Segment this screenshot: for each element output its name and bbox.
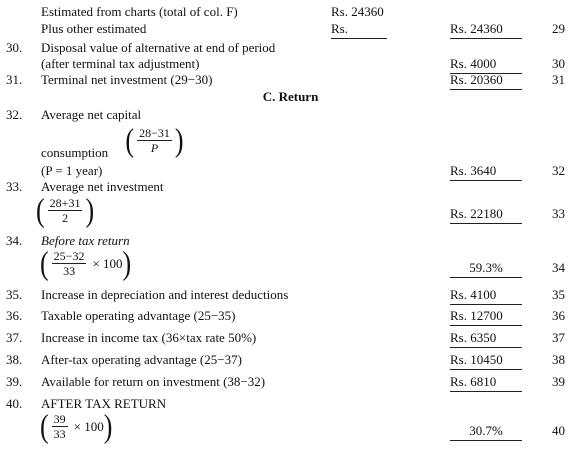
denominator: 2 — [62, 211, 69, 225]
ref-number: 40 — [552, 423, 565, 438]
row-text: Increase in income tax (36×tax rate 50%) — [41, 330, 257, 345]
row-text: Before tax return — [41, 233, 130, 248]
amount: Rs. 4100 — [450, 287, 522, 305]
row-number: 36. — [6, 308, 23, 323]
row-number: 35. — [6, 287, 23, 302]
amount: Rs. 22180 — [450, 206, 522, 224]
mid-amount: Rs. — [331, 21, 387, 39]
row-number: 32. — [6, 107, 23, 122]
amount: Rs. 3640 — [450, 163, 522, 181]
row-text: Disposal value of alternative at end of period — [41, 40, 276, 55]
section-heading: C. Return — [262, 89, 319, 104]
fraction-body — [48, 196, 83, 225]
fraction-body — [52, 249, 87, 278]
formula — [40, 244, 132, 281]
ref-number: 32 — [552, 163, 565, 178]
multiplier: × 100 — [73, 418, 104, 434]
open-paren: ( — [40, 244, 49, 281]
numerator: 25−32 — [53, 249, 85, 263]
ref-number: 33 — [552, 206, 565, 221]
amount: Rs. 12700 — [450, 308, 522, 326]
multiplier: × 100 — [92, 255, 123, 271]
fraction — [125, 121, 184, 158]
row-text: Available for return on investment (38−32) — [41, 374, 266, 389]
row-text: Average net investment — [41, 179, 164, 194]
close-paren: ) — [174, 121, 184, 158]
row-number: 37. — [6, 330, 23, 345]
denominator: 33 — [53, 427, 66, 441]
fraction — [40, 244, 132, 281]
amount: Rs. 24360 — [450, 21, 522, 39]
row-text: Plus other estimated — [41, 21, 147, 36]
row-number: 30. — [6, 40, 23, 55]
amount: Rs. 10450 — [450, 352, 522, 370]
row-number: 38. — [6, 352, 23, 367]
fraction-body — [52, 412, 68, 441]
row-text: Estimated from charts (total of col. F) — [41, 4, 238, 19]
row-number: 33. — [6, 179, 23, 194]
open-paren: ( — [125, 121, 135, 158]
ref-number: 35 — [552, 287, 565, 302]
ref-number: 30 — [552, 56, 565, 71]
amount: Rs. 6810 — [450, 374, 522, 392]
row-text: consumption — [41, 144, 109, 160]
row-number: 31. — [6, 72, 23, 87]
row-text: (P = 1 year) — [41, 163, 103, 178]
row-text: Average net capital — [41, 107, 142, 122]
denominator: 33 — [63, 264, 76, 278]
formula — [41, 121, 184, 160]
row-number: 34. — [6, 233, 23, 248]
amount: Rs. 4000 — [450, 56, 522, 74]
row-text: After-tax operating advantage (25−37) — [41, 352, 242, 367]
close-paren: ) — [103, 407, 113, 444]
row-number: 40. — [6, 396, 23, 411]
ref-number: 37 — [552, 330, 565, 345]
close-paren: ) — [122, 244, 132, 281]
formula — [36, 191, 95, 228]
row-text: (after terminal tax adjustment) — [41, 56, 200, 71]
open-paren: ( — [40, 407, 49, 444]
numerator: 28−31 — [139, 126, 170, 140]
row-text: Terminal net investment (29−30) — [41, 72, 213, 87]
row-text: AFTER TAX RETURN — [41, 396, 167, 411]
amount: 59.3% — [450, 260, 522, 278]
open-paren: ( — [36, 191, 45, 228]
amount: Rs. 6350 — [450, 330, 522, 348]
ref-number: 31 — [552, 72, 565, 87]
ref-number: 38 — [552, 352, 565, 367]
amount: Rs. 20360 — [450, 72, 522, 90]
numerator: 28+31 — [49, 196, 81, 210]
row-number: 39. — [6, 374, 23, 389]
row-text: Taxable operating advantage (25−35) — [41, 308, 236, 323]
denominator: P — [150, 141, 159, 155]
mid-amount: Rs. 24360 — [331, 4, 384, 19]
ref-number: 29 — [552, 21, 565, 36]
fraction-body — [137, 126, 172, 155]
formula — [40, 407, 113, 444]
ref-number: 36 — [552, 308, 565, 323]
fraction — [40, 407, 113, 444]
row-text: Increase in depreciation and interest deductions — [41, 287, 289, 302]
amount: 30.7% — [450, 423, 522, 441]
ref-number: 34 — [552, 260, 565, 275]
close-paren: ) — [85, 191, 95, 228]
numerator: 39 — [53, 412, 66, 426]
fraction — [36, 191, 95, 228]
ref-number: 39 — [552, 374, 565, 389]
